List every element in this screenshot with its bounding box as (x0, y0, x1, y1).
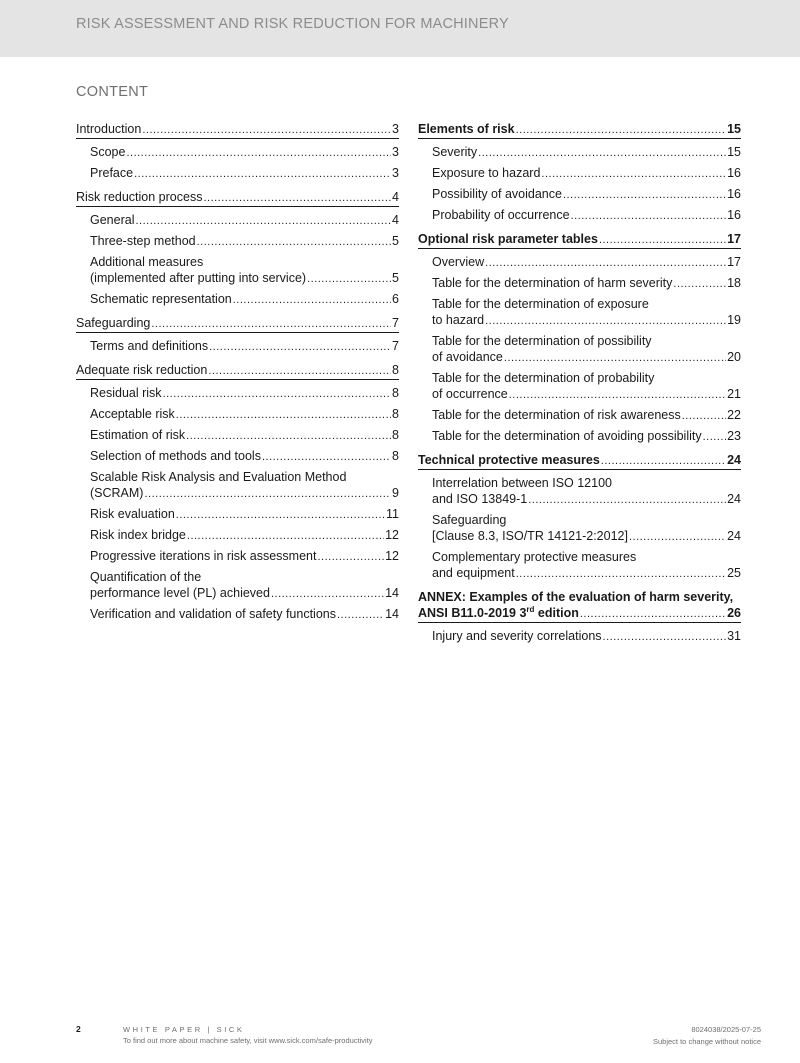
dot-leader (516, 123, 727, 137)
toc-subsection-entry[interactable] (418, 407, 741, 423)
dot-leader (599, 233, 726, 247)
toc-subsection-entry[interactable] (76, 254, 399, 286)
toc-entry-text: [Clause 8.3, ISO/TR 14121-2:2012] (432, 529, 628, 543)
toc-section-entry[interactable] (418, 589, 741, 623)
footer-doc-number: 8024038/2025-07-25 (691, 1025, 761, 1034)
toc-entry-text: of occurrence (432, 387, 508, 401)
toc-subsection-entry[interactable] (418, 475, 741, 507)
toc-subsection-entry[interactable] (418, 549, 741, 581)
toc-subsection-entry[interactable] (76, 291, 399, 307)
toc-entry-text: Scope (90, 145, 126, 159)
toc-page-number: 16 (727, 187, 741, 201)
toc-subsection-entry[interactable] (418, 207, 741, 223)
toc-entry-text: Estimation of risk (90, 428, 186, 442)
footer-page-number: 2 (76, 1024, 81, 1034)
toc-page-number: 8 (392, 407, 399, 421)
toc-page-number: 3 (392, 122, 399, 136)
toc-entry-text-line1: ANNEX: Examples of the evaluation of harm severity, (418, 590, 734, 604)
toc-page-number: 9 (392, 486, 399, 500)
toc-page-number: 16 (727, 166, 741, 180)
dot-leader (134, 167, 391, 181)
toc-page-number: 6 (392, 292, 399, 306)
dot-leader (603, 630, 727, 644)
dot-leader (563, 188, 726, 202)
toc-section-entry[interactable] (76, 362, 399, 380)
dot-leader (528, 493, 726, 507)
toc-page-number: 23 (727, 429, 741, 443)
toc-subsection-entry[interactable] (76, 606, 399, 622)
toc-page-number: 5 (392, 271, 399, 285)
dot-leader (126, 146, 391, 160)
toc-page-number: 21 (727, 387, 741, 401)
toc-right-column (418, 119, 741, 644)
toc-entry-text: Exposure to hazard (432, 166, 541, 180)
toc-page-number: 17 (727, 255, 741, 269)
toc-page-number: 12 (385, 549, 399, 563)
toc-entry-text: Table for the determination of avoiding possibility (432, 429, 702, 443)
toc-page-number: 14 (385, 607, 399, 621)
toc-entry-text: Acceptable risk (90, 407, 175, 421)
footer-notice: Subject to change without notice (653, 1037, 761, 1046)
toc-entry-text: Schematic representation (90, 292, 232, 306)
superscript: rd (526, 604, 535, 614)
toc-page-number: 15 (727, 122, 741, 136)
toc-page-number: 25 (727, 566, 741, 580)
toc-section-entry[interactable] (418, 231, 741, 249)
toc-entry-text: ANSI B11.0-2019 3rd edition (418, 604, 579, 620)
dot-leader (682, 409, 726, 423)
toc-page-number: 7 (392, 316, 399, 330)
toc-subsection-entry[interactable] (76, 427, 399, 443)
dot-leader (176, 408, 391, 422)
toc-entry-text: Terms and definitions (90, 339, 209, 353)
dot-leader (271, 587, 384, 601)
toc-subsection-entry[interactable] (418, 144, 741, 160)
toc-subsection-entry[interactable] (418, 370, 741, 402)
toc-entry-text-line1: Quantification of the (90, 570, 202, 584)
toc-entry-text: Table for the determination of harm severity (432, 276, 673, 290)
dot-leader (601, 454, 726, 468)
footer-brand: WHITE PAPER | SICK (123, 1025, 245, 1034)
toc-subsection-entry[interactable] (76, 212, 399, 228)
toc-page-number: 24 (727, 529, 741, 543)
toc-subsection-entry[interactable] (76, 569, 399, 601)
toc-entry-text: Severity (432, 145, 478, 159)
toc-subsection-entry[interactable] (418, 275, 741, 291)
toc-page-number: 8 (392, 449, 399, 463)
header-band (0, 0, 800, 57)
toc-subsection-entry[interactable] (418, 296, 741, 328)
dot-leader (485, 256, 726, 270)
toc-entry-text: of avoidance (432, 350, 503, 364)
toc-page-number: 8 (392, 386, 399, 400)
toc-subsection-entry[interactable] (76, 527, 399, 543)
toc-entry-text: Probability of occurrence (432, 208, 570, 222)
toc-entry-text-line1: Interrelation between ISO 12100 (432, 476, 612, 490)
toc-subsection-entry[interactable] (76, 469, 399, 501)
toc-page-number: 24 (727, 453, 741, 467)
dot-leader (203, 191, 391, 205)
dot-leader (317, 550, 384, 564)
document-title: RISK ASSESSMENT AND RISK REDUCTION FOR MACHINERY (76, 16, 509, 32)
dot-leader (703, 430, 726, 444)
toc-entry-text: Progressive iterations in risk assessment (90, 549, 317, 563)
toc-entry-text: Injury and severity correlations (432, 629, 602, 643)
toc-subsection-entry[interactable] (76, 548, 399, 564)
dot-leader (163, 387, 391, 401)
footer-url-text: To find out more about machine safety, visit www.sick.com/safe-productivity (123, 1036, 373, 1045)
toc-entry-text: and ISO 13849-1 (432, 492, 528, 506)
toc-entry-text-line1: Complementary protective measures (432, 550, 637, 564)
toc-subsection-entry[interactable] (418, 186, 741, 202)
toc-entry-text: (implemented after putting into service) (90, 271, 307, 285)
dot-leader (307, 272, 391, 286)
toc-page-number: 20 (727, 350, 741, 364)
dot-leader (151, 317, 391, 331)
toc-subsection-entry[interactable] (76, 144, 399, 160)
toc-page-number: 5 (392, 234, 399, 248)
toc-section-entry[interactable] (76, 189, 399, 207)
toc-subsection-entry[interactable] (76, 165, 399, 181)
toc-subsection-entry[interactable] (76, 385, 399, 401)
toc-entry-text: (SCRAM) (90, 486, 144, 500)
toc-page-number: 24 (727, 492, 741, 506)
toc-subsection-entry[interactable] (418, 333, 741, 365)
toc-section-entry[interactable] (418, 121, 741, 139)
toc-page-number: 11 (386, 507, 399, 521)
dot-leader (209, 340, 391, 354)
toc-entry-text: Elements of risk (418, 122, 515, 136)
toc-subsection-entry[interactable] (76, 233, 399, 249)
toc-page-number: 31 (727, 629, 741, 643)
toc-entry-text: Technical protective measures (418, 453, 600, 467)
toc-page-number: 4 (392, 213, 399, 227)
toc-subsection-entry[interactable] (76, 338, 399, 354)
toc-entry-text-line1: Safeguarding (432, 513, 507, 527)
toc-entry-text: Adequate risk reduction (76, 363, 208, 377)
dot-leader (571, 209, 727, 223)
toc-entry-text-line1: Table for the determination of possibility (432, 334, 652, 348)
toc-entry-text: and equipment (432, 566, 515, 580)
toc-entry-text: Residual risk (90, 386, 162, 400)
toc-subsection-entry[interactable] (76, 506, 399, 522)
dot-leader (337, 608, 384, 622)
dot-leader (580, 607, 726, 621)
toc-entry-text: Selection of methods and tools (90, 449, 261, 463)
toc-page-number: 8 (392, 363, 399, 377)
toc-page-number: 4 (392, 190, 399, 204)
dot-leader (197, 235, 391, 249)
toc-page-number: 7 (392, 339, 399, 353)
toc-subsection-entry[interactable] (76, 448, 399, 464)
toc-subsection-entry[interactable] (76, 406, 399, 422)
dot-leader (673, 277, 726, 291)
dot-leader (144, 487, 391, 501)
toc-section-entry[interactable] (418, 452, 741, 470)
toc-page-number: 15 (727, 145, 741, 159)
toc-left-column (76, 119, 399, 622)
toc-entry-text: Introduction (76, 122, 142, 136)
toc-subsection-entry[interactable] (418, 512, 741, 544)
dot-leader (504, 351, 726, 365)
dot-leader (186, 429, 391, 443)
dot-leader (208, 364, 391, 378)
dot-leader (478, 146, 726, 160)
dot-leader (135, 214, 391, 228)
toc-section-entry[interactable] (76, 315, 399, 333)
dot-leader (142, 123, 391, 137)
toc-subsection-entry[interactable] (418, 628, 741, 644)
toc-entry-text-line1: Table for the determination of probability (432, 371, 655, 385)
toc-entry-text: Three-step method (90, 234, 196, 248)
toc-entry-text-line1: Additional measures (90, 255, 204, 269)
toc-subsection-entry[interactable] (418, 428, 741, 444)
toc-page-number: 3 (392, 145, 399, 159)
toc-entry-text: Safeguarding (76, 316, 151, 330)
toc-page-number: 12 (385, 528, 399, 542)
toc-page-number: 17 (727, 232, 741, 246)
dot-leader (176, 508, 385, 522)
content-heading: CONTENT (76, 84, 149, 100)
dot-leader (233, 293, 391, 307)
toc-entry-text: Table for the determination of risk awareness (432, 408, 681, 422)
dot-leader (262, 450, 391, 464)
toc-page-number: 8 (392, 428, 399, 442)
toc-subsection-entry[interactable] (418, 254, 741, 270)
toc-page-number: 18 (727, 276, 741, 290)
toc-entry-text: Risk index bridge (90, 528, 186, 542)
dot-leader (485, 314, 726, 328)
toc-entry-text: to hazard (432, 313, 485, 327)
dot-leader (516, 567, 726, 581)
toc-entry-text: Possibility of avoidance (432, 187, 562, 201)
toc-entry-text-line1: Scalable Risk Analysis and Evaluation Method (90, 470, 347, 484)
toc-entry-text-line1: Table for the determination of exposure (432, 297, 649, 311)
toc-entry-text: Optional risk parameter tables (418, 232, 598, 246)
toc-entry-text: Verification and validation of safety functions (90, 607, 336, 621)
toc-page-number: 19 (727, 313, 741, 327)
toc-entry-text: Overview (432, 255, 485, 269)
toc-entry-text: Preface (90, 166, 134, 180)
toc-entry-text: Risk reduction process (76, 190, 203, 204)
toc-entry-text: General (90, 213, 135, 227)
toc-page-number: 14 (385, 586, 399, 600)
toc-page-number: 3 (392, 166, 399, 180)
dot-leader (629, 530, 726, 544)
toc-entry-text: performance level (PL) achieved (90, 586, 270, 600)
toc-page-number: 26 (727, 606, 741, 620)
toc-section-entry[interactable] (76, 121, 399, 139)
toc-entry-text: Risk evaluation (90, 507, 175, 521)
dot-leader (187, 529, 384, 543)
dot-leader (509, 388, 726, 402)
toc-page-number: 22 (727, 408, 741, 422)
toc-page-number: 16 (727, 208, 741, 222)
toc-subsection-entry[interactable] (418, 165, 741, 181)
dot-leader (541, 167, 726, 181)
